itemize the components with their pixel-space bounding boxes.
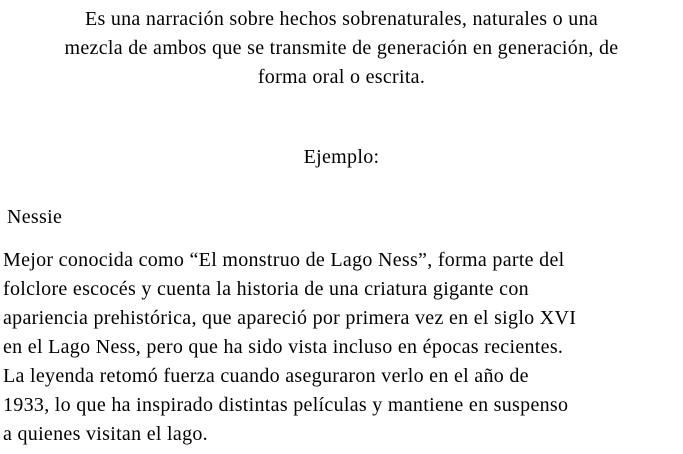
example-line-4: en el Lago Ness, pero que ha sido vista incluso en épocas recientes. bbox=[3, 336, 564, 358]
example-line-6: 1933, lo que ha inspirado distintas películas y mantiene en suspenso bbox=[3, 394, 569, 416]
definition-line-2: mezcla de ambos que se transmite de generación en generación, de bbox=[64, 37, 619, 59]
example-title: Nessie bbox=[7, 206, 63, 228]
example-paragraph bbox=[0, 246, 683, 449]
example-line-3: apariencia prehistórica, que apareció por primera vez en el siglo XVI bbox=[3, 307, 577, 329]
example-line-1: Mejor conocida como “El monstruo de Lago Ness”, forma parte del bbox=[3, 249, 565, 271]
definition-line-3: forma oral o escrita. bbox=[257, 66, 426, 88]
example-line-2: folclore escocés y cuenta la historia de una criatura gigante con bbox=[3, 278, 529, 300]
example-line-5: La leyenda retomó fuerza cuando aseguraron verlo en el año de bbox=[3, 365, 529, 387]
definition-line-1: Es una narración sobre hechos sobrenaturales, naturales o una bbox=[84, 8, 599, 30]
definition-paragraph bbox=[0, 0, 683, 92]
example-heading: Ejemplo: bbox=[303, 146, 380, 168]
example-line-7: a quienes visitan el lago. bbox=[3, 423, 208, 445]
